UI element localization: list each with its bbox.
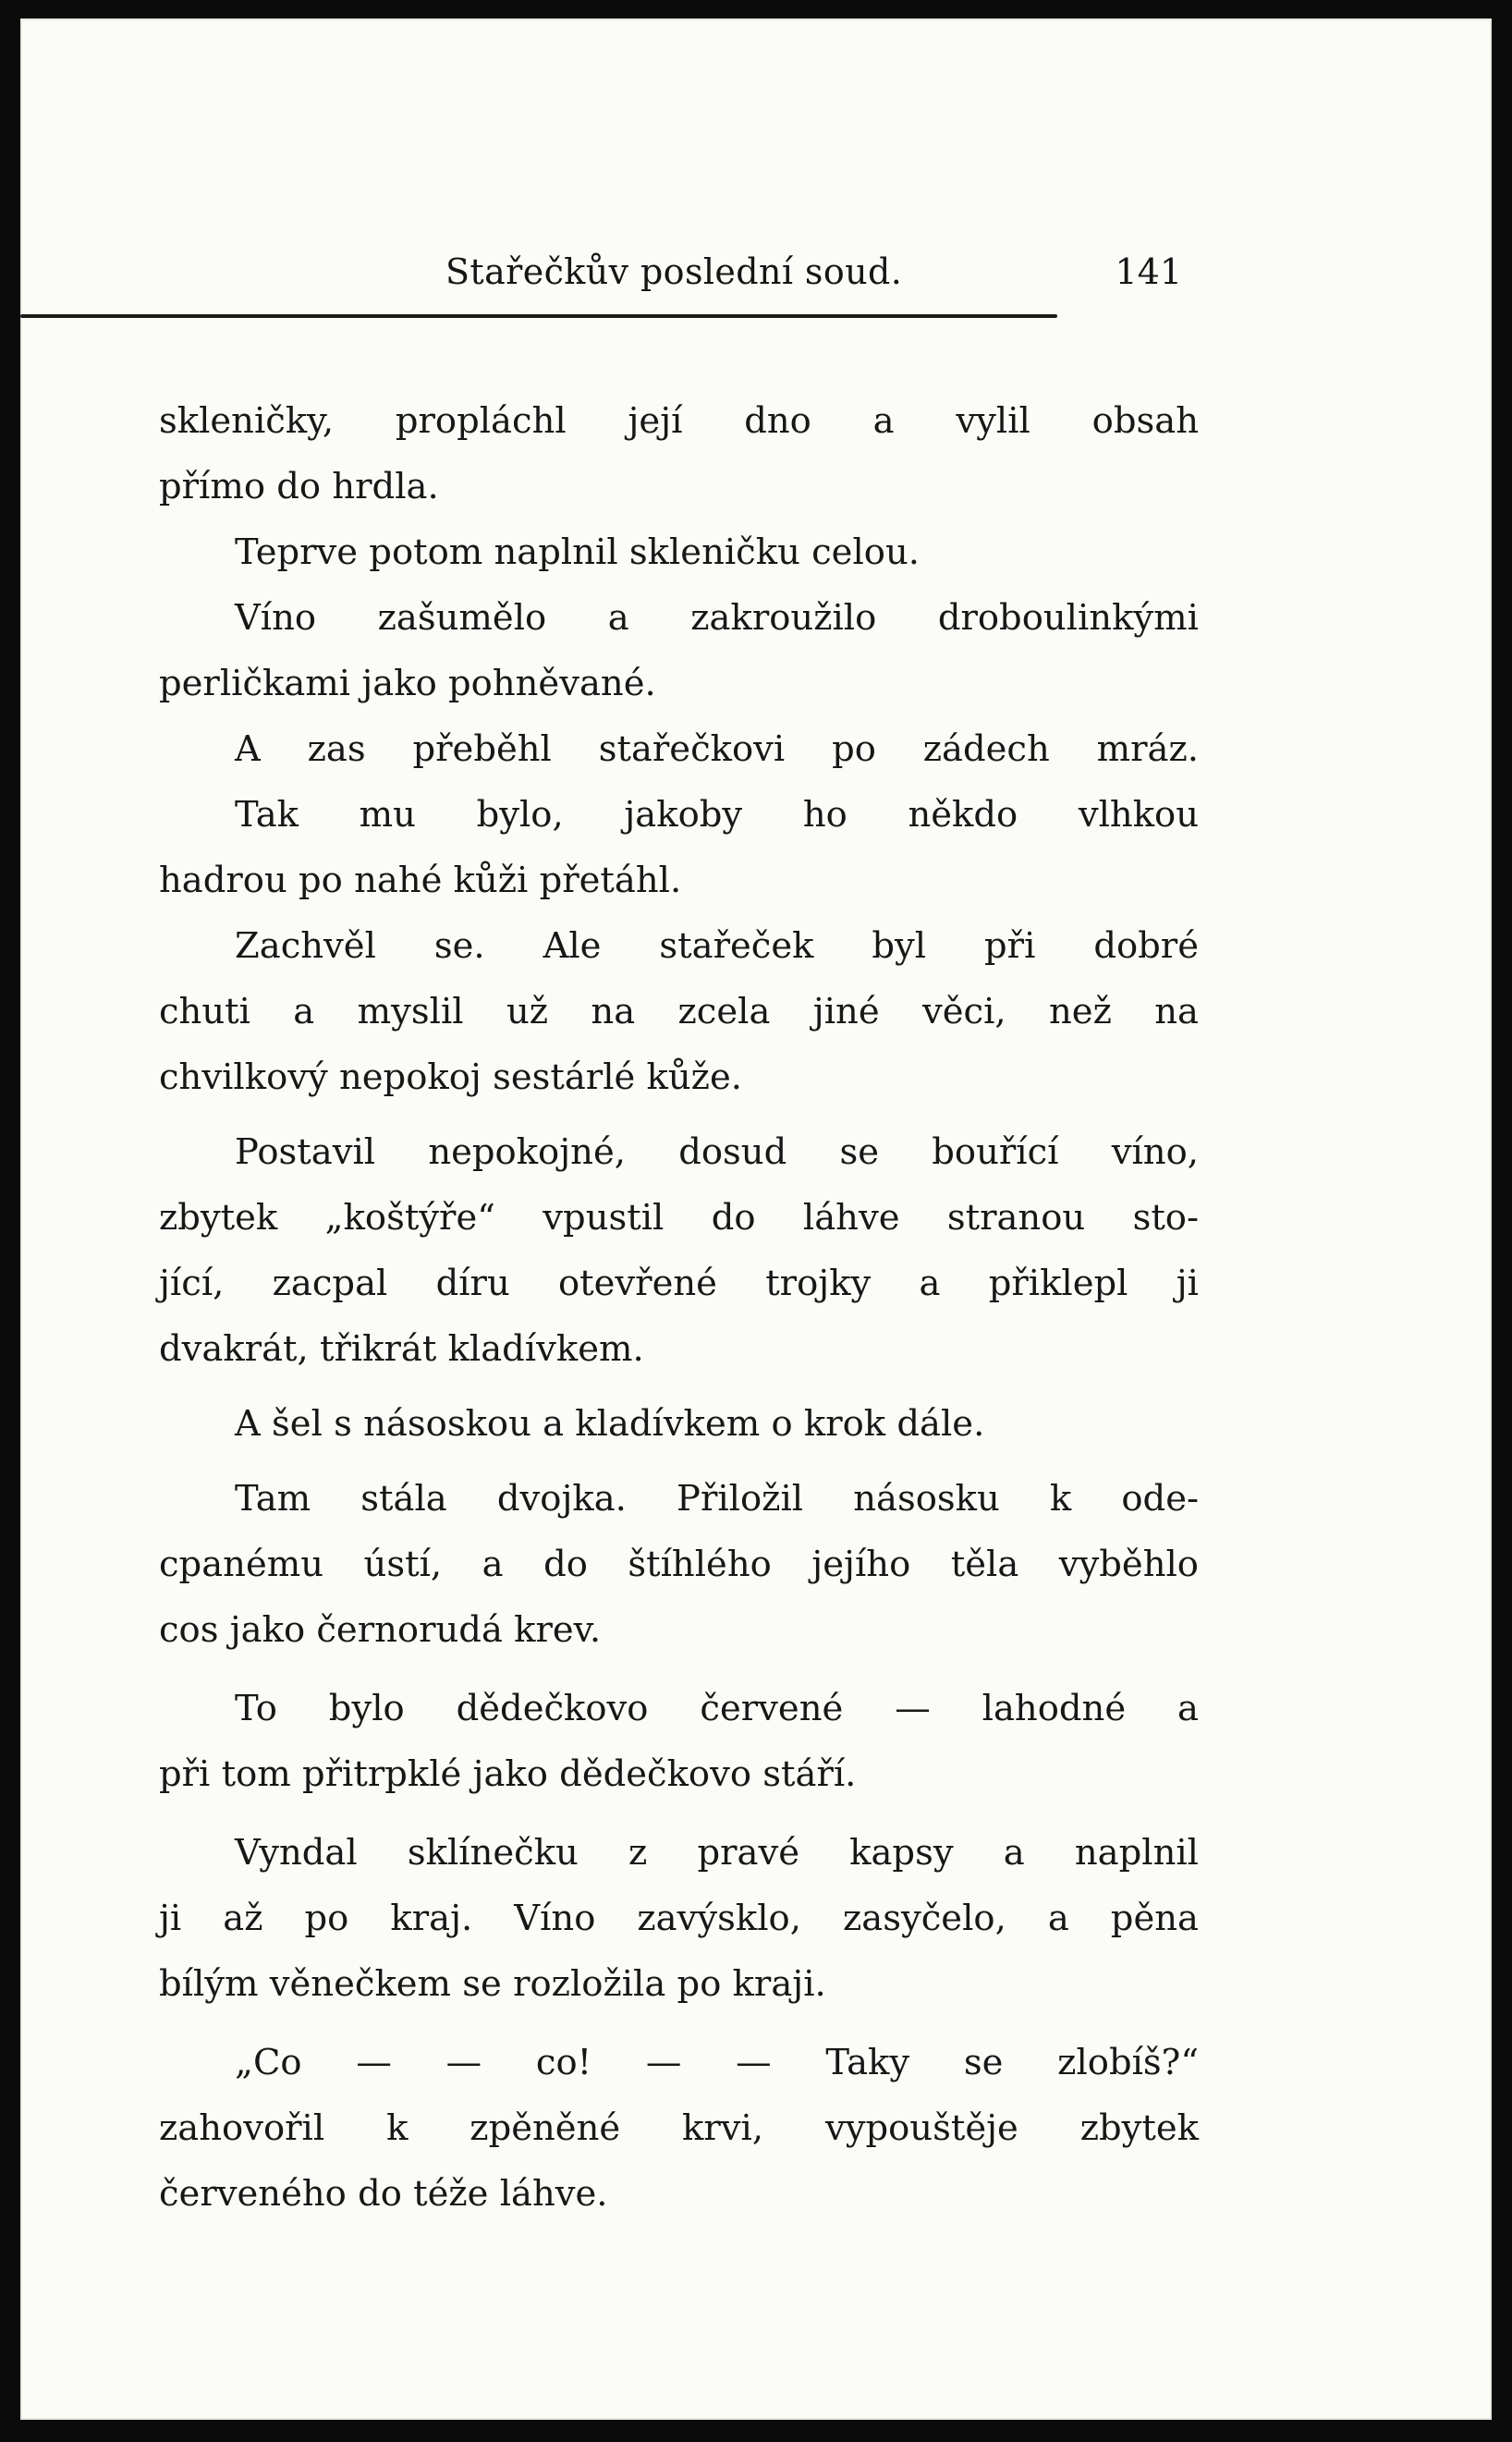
text-line: cos jako černorudá krev. [159, 1609, 602, 1651]
text-line: Tam stála dvojka. Přiložil násosku k ode- [235, 1478, 1199, 1520]
text-line: cpanému ústí, a do štíhlého jejího těla vyběhlo [159, 1544, 1199, 1585]
text-line: Tak mu bylo, jakoby ho někdo vlhkou [235, 794, 1199, 836]
text-line: chuti a myslil už na zcela jiné věci, než na [159, 991, 1199, 1032]
text-line: přímo do hrdla. [159, 466, 439, 507]
page-number: 141 [1115, 251, 1182, 292]
text-line: jící, zacpal díru otevřené trojky a přiklepl ji [159, 1263, 1199, 1304]
text-line: „Co — — co! — — Taky se zlobíš?“ [235, 2042, 1199, 2083]
text-line: perličkami jako pohněvané. [159, 663, 656, 704]
text-line: chvilkový nepokoj sestárlé kůže. [159, 1056, 742, 1098]
text-line: A zas přeběhl stařečkovi po zádech mráz. [235, 728, 1199, 770]
text-line: při tom přitrpklé jako dědečkovo stáří. [159, 1753, 857, 1795]
text-line: Zachvěl se. Ale stařeček byl při dobré [235, 925, 1199, 967]
text-line: To bylo dědečkovo červené — lahodné a [235, 1688, 1199, 1729]
text-line: zahovořil k zpěněné krvi, vypouštěje zbytek [159, 2107, 1199, 2149]
text-line: A šel s násoskou a kladívkem o krok dále. [235, 1403, 985, 1445]
running-title: Stařečkův poslední soud. [445, 251, 903, 292]
page-header [159, 251, 1191, 324]
text-line: bílým věnečkem se rozložila po kraji. [159, 1963, 826, 2005]
text-line: skleničky, propláchl její dno a vylil obsah [159, 400, 1199, 442]
header-rule [20, 314, 1057, 318]
text-line: ji až po kraj. Víno zavýsklo, zasyčelo, a pěna [159, 1898, 1199, 1939]
book-page [20, 18, 1492, 2420]
text-line: Víno zašumělo a zakroužilo droboulinkými [235, 597, 1199, 639]
text-line: Postavil nepokojné, dosud se bouřící víno, [235, 1131, 1199, 1173]
text-line: zbytek „koštýře“ vpustil do láhve stranou sto- [159, 1197, 1199, 1239]
text-line: Teprve potom naplnil skleničku celou. [235, 531, 920, 573]
text-line: dvakrát, třikrát kladívkem. [159, 1328, 644, 1370]
text-line: Vyndal sklínečku z pravé kapsy a naplnil [235, 1832, 1199, 1874]
text-line: hadrou po nahé kůži přetáhl. [159, 860, 682, 901]
body-text [159, 388, 1199, 2227]
text-line: červeného do téže láhve. [159, 2173, 608, 2215]
